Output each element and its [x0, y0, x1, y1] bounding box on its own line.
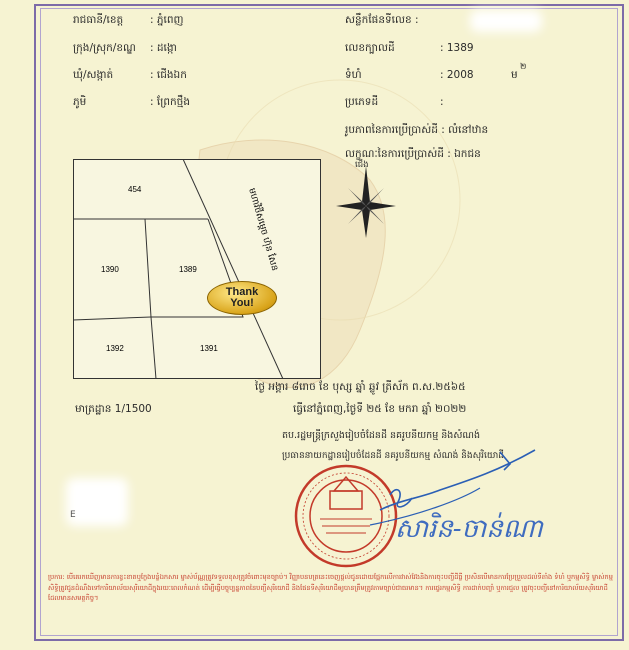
owner-fragment: E — [70, 510, 76, 520]
area-label: ទំហំ — [345, 69, 362, 81]
map-scale: មាត្រដ្ឋាន 1/1500 — [75, 403, 152, 415]
commune-label: ឃុំ/សង្កាត់ — [73, 69, 114, 81]
road-name: មហាវិថីសម្តេច ហ៊ុន សែន — [246, 187, 280, 273]
footer-note: ប្រការ: បើគេរកឃើញមានការខ្វះខាតឬក្លែងបន្លំឯកសារ ម្ចាស់ប័ណ្ណត្រូវទទួលខុសត្រូវចំពោះមុខច្បាប់។ វិញ្ញាបនបត្រនេះចេញផ្តល់ជូនដោយផ្អែកលើការវាស់វែងនិងការចុះបញ្ជីដីធ្លី ប្រសិនបើមានការប្រែប្រួលដល់ទីតាំង ទំហំ ឬកម្មសិទ្ធិ ម្ចាស់កម្មសិទ្ធិត្រូវជូនដំណឹងទៅការិយាល័យសុរិយោដីក្នុងរយៈពេលកំណត់ ដើម្បីធ្វើបច្ចុប្បន្នភាពនៃបញ្ជីសុរិយោដី និងផែនទីសុរិយោដីឲ្យបានត្រឹមត្រូវតាមច្បាប់ជាធរមាន។ ការផ្ទេរកម្មសិទ្ធិ ការដាក់បញ្ចាំ ឬការជួល ត្រូវចុះបញ្ជីនៅការិយាល័យសុរិយោដីដែលមានសមត្ថកិច្ច។ — [48, 573, 613, 603]
redacted-cert-number — [470, 10, 542, 32]
parcel-value: : 1389 — [440, 42, 474, 54]
cert-number-label: សន្លឹកផែនទីលេខ : — [345, 14, 419, 26]
thank-line-1: Thank — [225, 286, 259, 298]
parcel-454: 454 — [128, 185, 142, 194]
village-label: ភូមិ — [73, 96, 87, 108]
district-label: ក្រុង/ស្រុក/ខណ្ឌ — [73, 42, 136, 54]
village-value: : ព្រែកថ្មឹង — [150, 96, 190, 108]
issue-date-line: ធ្វើនៅភ្នំពេញ,ថ្ងៃទី ២៥ ខែ មករា ឆ្នាំ ២០២២ — [293, 403, 467, 415]
land-type-value: : — [440, 96, 444, 108]
thank-line-2: You! — [230, 297, 254, 309]
land-type-label: ប្រភេទដី — [345, 96, 379, 108]
area-value: : 2008 — [440, 69, 474, 81]
director-line: ប្រធាននាយកដ្ឋានរៀបចំដែនដី នគរូបនីយកម្ម សំណង់ និងសុរិយោដី — [282, 451, 505, 461]
north-label: ជើង — [355, 160, 369, 170]
parcel-map — [73, 159, 321, 379]
land-use-line: រូបភាពនៃការប្រើប្រាស់ដី : លំនៅឋាន — [345, 124, 489, 136]
land-characteristic-line: លក្ខណៈនៃការប្រើប្រាស់ដី : ឯកជន — [345, 148, 481, 160]
thank-you-sticker — [207, 281, 277, 315]
parcel-1391: 1391 — [200, 344, 218, 353]
parcel-1392: 1392 — [106, 344, 124, 353]
parcel-label: លេខក្បាលដី — [345, 42, 395, 54]
commune-value: : ជើងឯក — [150, 69, 187, 81]
parcel-1389: 1389 — [179, 265, 197, 274]
area-unit: ម — [511, 69, 518, 81]
district-value: : ដង្កោ — [150, 42, 177, 54]
province-label: រាជធានី/ខេត្ត — [73, 14, 124, 26]
area-exponent: ២ — [520, 62, 527, 72]
minister-line: តប.រដ្ឋមន្ត្រីក្រសួងរៀបចំដែនដី នគរូបនីយកម្ម និងសំណង់ — [282, 430, 480, 441]
province-value: : ភ្នំពេញ — [150, 14, 184, 26]
lunar-date-line: ថ្ងៃ អង្គារ ៨រោច ខែ បុស្ស ឆ្នាំ ឆ្លូវ ត្រីស័ក ព.ស.២៥៦៥ — [255, 381, 466, 393]
signatory-name: សារិន-ចាន់ណា — [395, 514, 543, 544]
parcel-1390: 1390 — [101, 265, 119, 274]
